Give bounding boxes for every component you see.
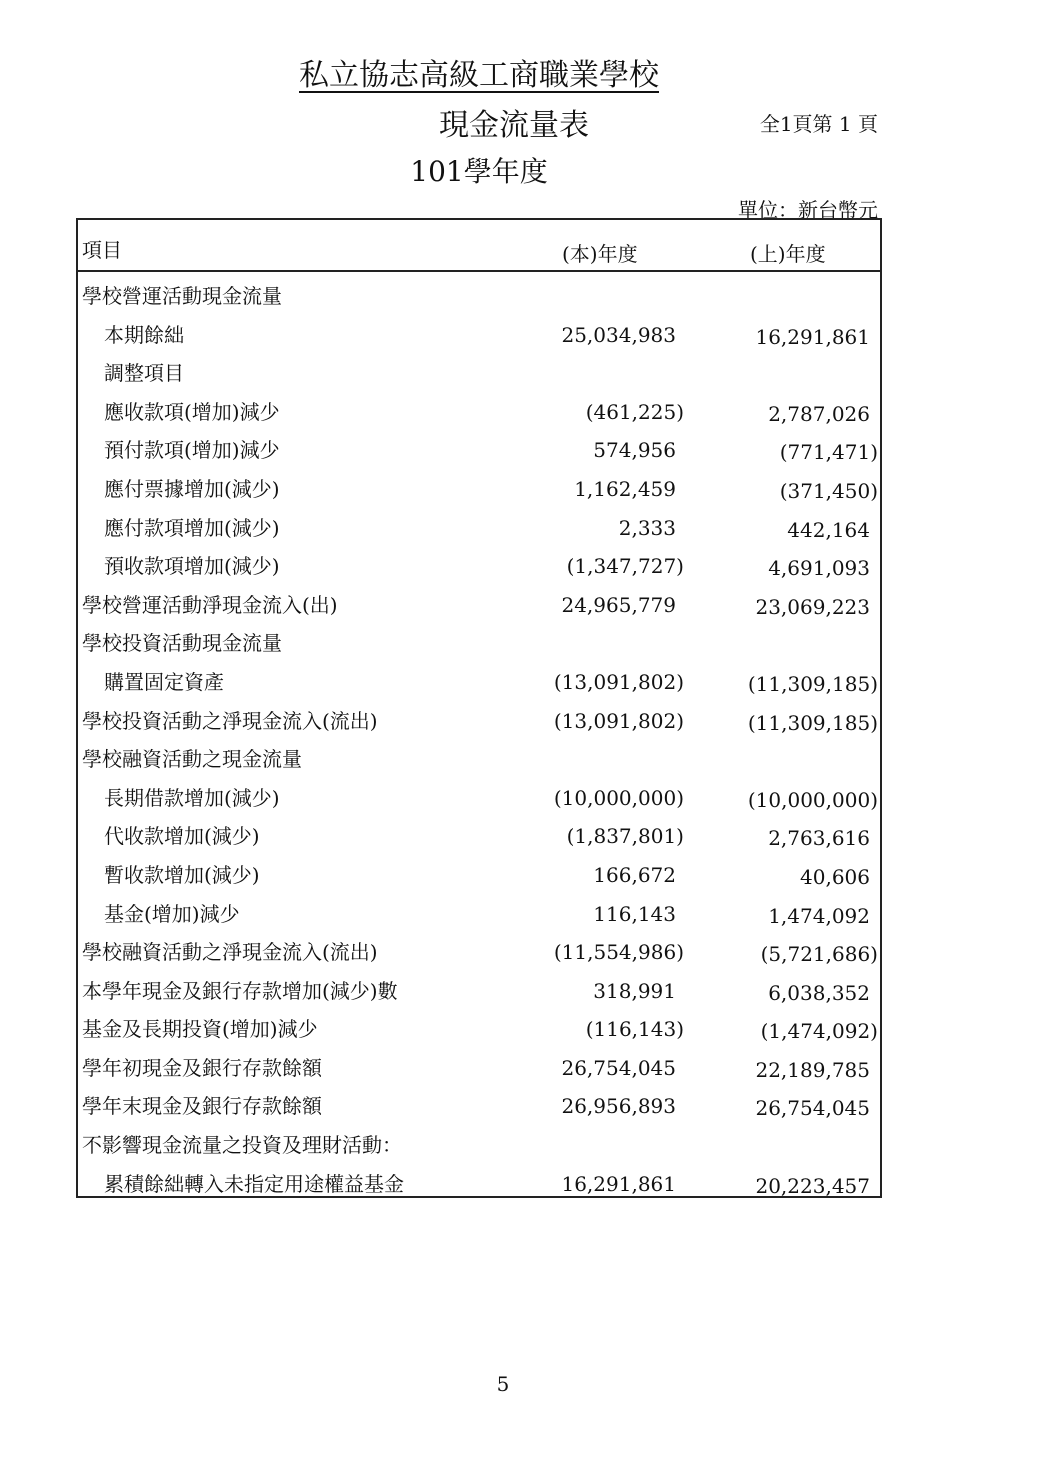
row-label: 購置固定資產 — [104, 669, 224, 694]
current-year-value: 166,672 — [593, 862, 676, 887]
table-row — [78, 812, 880, 851]
previous-year-value: 442,164 — [787, 517, 870, 542]
row-label: 應收款項(增加)減少 — [104, 399, 280, 424]
previous-year-value: 2,787,026 — [768, 401, 870, 426]
row-label: 學校營運活動現金流量 — [82, 284, 282, 308]
cash-flow-table — [76, 218, 882, 1198]
table-row — [78, 426, 880, 465]
previous-year-value: (1,474,092) — [760, 1019, 878, 1044]
row-label: 暫收款增加(減少) — [104, 862, 260, 887]
table-row — [78, 928, 880, 967]
report-title: 現金流量表 — [439, 108, 589, 143]
previous-year-value: 16,291,861 — [755, 324, 870, 349]
table-row — [78, 774, 880, 813]
row-label: 學年末現金及銀行存款餘額 — [82, 1094, 322, 1119]
current-year-value: 16,291,861 — [561, 1171, 676, 1196]
row-label: 應付款項增加(減少) — [104, 515, 280, 540]
previous-year-value: (5,721,686) — [760, 942, 878, 967]
fiscal-year: 101學年度 — [410, 155, 548, 188]
previous-year-value: 6,038,352 — [768, 980, 870, 1005]
previous-year-value: 22,189,785 — [755, 1057, 870, 1082]
table-row — [78, 465, 880, 504]
table-row — [78, 851, 880, 890]
table-row — [78, 697, 880, 736]
row-label: 學校融資活動之現金流量 — [82, 747, 302, 772]
row-label: 不影響現金流量之投資及理財活動： — [82, 1133, 402, 1158]
row-label: 學校融資活動之淨現金流入(流出) — [82, 940, 378, 965]
current-year-value: (13,091,802) — [553, 669, 684, 694]
school-name: 私立協志高級工商職業學校 — [299, 58, 659, 93]
unit-label: 單位：新台幣元 — [738, 198, 878, 222]
column-header-previous-year: (上)年度 — [750, 242, 826, 266]
current-year-value: 574,956 — [593, 438, 676, 463]
previous-year-value: (11,309,185) — [747, 671, 878, 696]
page-info: 全1頁第 1 頁 — [759, 112, 878, 136]
row-label: 應付票據增加(減少) — [104, 476, 280, 501]
table-header — [78, 220, 880, 272]
current-year-value: (1,837,801) — [566, 824, 684, 849]
table-row — [78, 658, 880, 697]
table-row — [78, 1121, 880, 1160]
previous-year-value: 20,223,457 — [755, 1173, 870, 1198]
row-label: 本學年現金及銀行存款增加(減少)數 — [82, 978, 398, 1003]
previous-year-value: (10,000,000) — [747, 787, 878, 812]
row-label: 學校投資活動現金流量 — [82, 631, 282, 656]
table-row — [78, 504, 880, 543]
table-row — [78, 1160, 880, 1199]
row-label: 調整項目 — [104, 361, 184, 386]
current-year-value: 1,162,459 — [574, 476, 676, 501]
row-label: 學校投資活動之淨現金流入(流出) — [82, 708, 378, 733]
table-body — [78, 272, 880, 1198]
row-label: 累積餘絀轉入未指定用途權益基金 — [104, 1171, 404, 1196]
table-row — [78, 890, 880, 929]
row-label: 本期餘絀 — [104, 322, 184, 347]
current-year-value: (10,000,000) — [553, 785, 684, 810]
column-header-current-year: (本)年度 — [562, 242, 638, 266]
row-label: 學年初現金及銀行存款餘額 — [82, 1055, 322, 1080]
previous-year-value: (371,450) — [779, 478, 878, 503]
table-row — [78, 581, 880, 620]
table-row — [78, 1082, 880, 1121]
current-year-value: (1,347,727) — [566, 554, 684, 579]
current-year-value: 116,143 — [593, 901, 676, 926]
table-row — [78, 735, 880, 774]
current-year-value: (116,143) — [585, 1017, 684, 1042]
table-row — [78, 272, 880, 311]
row-label: 基金(增加)減少 — [104, 901, 240, 926]
table-row — [78, 619, 880, 658]
row-label: 預付款項(增加)減少 — [104, 438, 280, 463]
table-row — [78, 542, 880, 581]
table-row — [78, 388, 880, 427]
table-row — [78, 1005, 880, 1044]
table-row — [78, 967, 880, 1006]
current-year-value: 25,034,983 — [561, 322, 676, 347]
previous-year-value: 4,691,093 — [768, 556, 870, 581]
previous-year-value: 2,763,616 — [768, 826, 870, 851]
current-year-value: (13,091,802) — [553, 708, 684, 733]
row-label: 代收款增加(減少) — [104, 824, 260, 849]
row-label: 預收款項增加(減少) — [104, 554, 280, 579]
page-number: 5 — [496, 1372, 510, 1396]
current-year-value: (461,225) — [585, 399, 684, 424]
row-label: 學校營運活動淨現金流入(出) — [82, 592, 338, 617]
previous-year-value: 23,069,223 — [755, 594, 870, 619]
previous-year-value: 40,606 — [800, 864, 870, 889]
column-header-item: 項目 — [82, 238, 122, 262]
table-row — [78, 311, 880, 350]
current-year-value: 24,965,779 — [561, 592, 676, 617]
current-year-value: 318,991 — [593, 978, 676, 1003]
row-label: 基金及長期投資(增加)減少 — [82, 1017, 318, 1042]
current-year-value: 26,956,893 — [561, 1094, 676, 1119]
previous-year-value: (771,471) — [779, 440, 878, 465]
current-year-value: (11,554,986) — [553, 940, 684, 965]
previous-year-value: 1,474,092 — [768, 903, 870, 928]
previous-year-value: 26,754,045 — [755, 1096, 870, 1121]
current-year-value: 26,754,045 — [561, 1055, 676, 1080]
previous-year-value: (11,309,185) — [747, 710, 878, 735]
table-row — [78, 349, 880, 388]
current-year-value: 2,333 — [618, 515, 676, 540]
row-label: 長期借款增加(減少) — [104, 785, 280, 810]
table-row — [78, 1044, 880, 1083]
